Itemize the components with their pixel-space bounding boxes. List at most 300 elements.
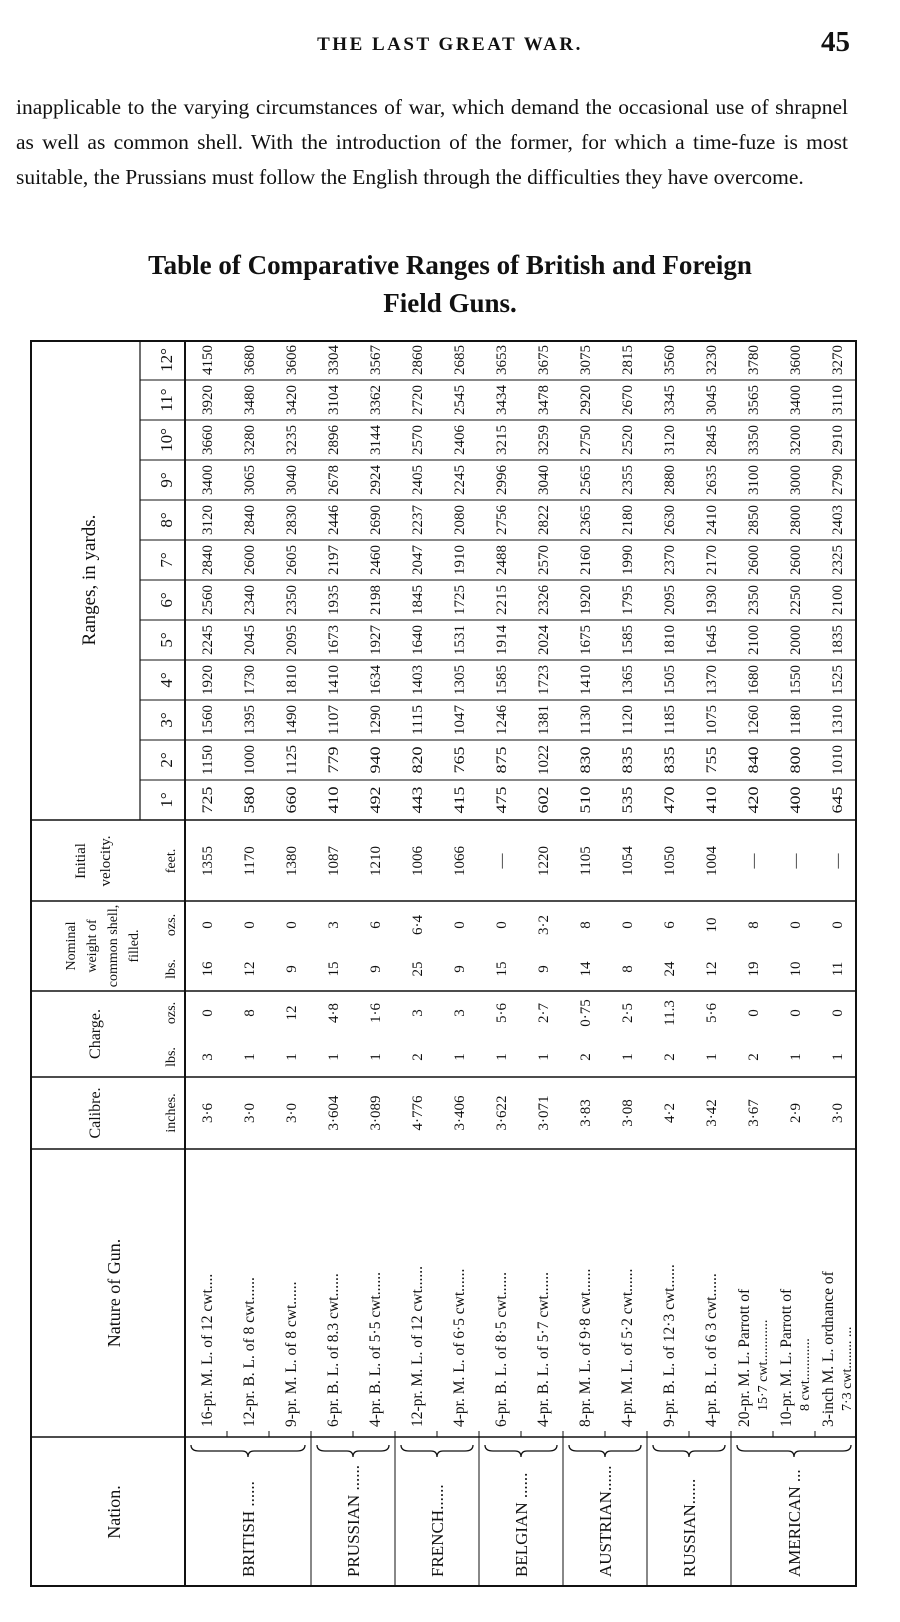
range-value: 410 [704,791,720,814]
range-value: 3230 [704,345,720,375]
charge-lbs-value: 1 [620,1053,636,1061]
range-value: 2756 [494,505,510,535]
gun-header: Nature of Gun. [104,1238,124,1348]
gun-name: 4-pr. M. L. of 6·5 cwt...... [451,1268,468,1427]
gun-name: 6-pr. B. L. of 8.3 cwt...... [325,1273,342,1427]
calibre-header: Calibre. [87,1087,104,1139]
range-value: 1310 [830,705,846,735]
range-value: 2245 [200,625,216,655]
table-title [20,246,880,322]
range-value: 602 [536,791,552,814]
range-degree-label: 2° [157,752,176,768]
range-value: 2160 [578,545,594,575]
weight-header-line: Nominal [64,921,79,971]
calibre-value: 3·604 [326,1095,342,1131]
range-value: 3420 [284,385,300,415]
nation-brace [569,1445,641,1457]
charge-ozs-value: 0·75 [578,999,594,1027]
calibre-value: 3·67 [746,1099,762,1127]
range-value: 835 [662,751,678,774]
weight-ozs-unit: ozs. [164,913,179,937]
charge-ozs-value: 3 [410,1009,426,1017]
range-value: 2100 [830,585,846,615]
nation-label: AUSTRIAN...... [596,1465,615,1577]
range-value: 1290 [368,705,384,735]
range-value: 2605 [284,545,300,575]
range-value: 3434 [494,385,510,415]
charge-lbs-value: 2 [746,1053,762,1061]
range-value: 2840 [242,505,258,535]
range-degree-label: 8° [157,512,176,528]
running-header [0,26,900,62]
charge-lbs-value: 1 [452,1053,468,1061]
charge-ozs-value: 0 [746,1009,762,1017]
weight-lbs-value: 10 [788,961,804,977]
gun-name: 8 cwt............ [798,1338,813,1411]
range-value: 2880 [662,465,678,495]
range-value: 2215 [494,585,510,615]
nation-brace [191,1445,305,1457]
gun-name: 7·3 cwt........ ... [840,1326,855,1411]
range-value: 1490 [284,705,300,735]
range-value: 3920 [200,385,216,415]
weight-ozs-value: 3 [326,921,342,929]
range-value: 2080 [452,505,468,535]
range-value: 1075 [704,705,720,735]
range-value: 2340 [242,585,258,615]
range-value: 820 [410,751,426,774]
charge-lbs-value: 1 [284,1053,300,1061]
range-value: 1645 [704,625,720,655]
nation-brace [485,1445,557,1457]
gun-name: 4-pr. B. L. of 5·7 cwt...... [535,1272,552,1427]
range-value: 1180 [788,705,804,735]
range-value: 2570 [536,545,552,575]
range-value: 1910 [452,545,468,575]
range-value: 2600 [746,545,762,575]
range-value: 2000 [788,625,804,655]
range-value: 2920 [578,385,594,415]
nation-label: BELGIAN ...... [512,1472,531,1577]
weight-lbs-value: 11 [830,961,846,977]
gun-name: 10-pr. M. L. Parrott of [778,1288,795,1427]
weight-lbs-value: 9 [452,965,468,973]
range-value: 1725 [452,585,468,615]
range-value: 2245 [452,465,468,495]
range-value: 2545 [452,385,468,415]
range-value: 3270 [830,345,846,375]
weight-lbs-value: 16 [200,961,216,977]
weight-ozs-value: 8 [746,921,762,929]
weight-ozs-value: 8 [578,921,594,929]
range-degree-label: 10° [157,428,176,452]
range-value: 3478 [536,385,552,415]
calibre-value: 3·0 [242,1103,258,1123]
charge-ozs-value: 5·6 [494,1003,510,1023]
range-value: 3040 [536,465,552,495]
range-value: 3362 [368,385,384,415]
range-value: 755 [704,751,720,774]
charge-lbs-value: 2 [410,1053,426,1061]
charge-lbs-unit: lbs. [164,1047,179,1067]
range-value: 1585 [494,665,510,695]
range-value: 1395 [242,705,258,735]
range-value: 3215 [494,425,510,455]
range-value: 1920 [578,585,594,615]
calibre-unit: inches. [164,1093,179,1133]
range-value: 940 [368,751,384,774]
gun-name: 9-pr. M. L. of 8 cwt...... [283,1281,300,1427]
range-value: 2170 [704,545,720,575]
range-value: 1107 [326,705,342,735]
range-value: 2095 [284,625,300,655]
table-frame [31,341,856,1586]
charge-ozs-value: 4·8 [326,1003,342,1023]
velocity-value: 1066 [452,846,468,876]
charge-ozs-value: 1·6 [368,1003,384,1023]
nation-label: AMERICAN ... [785,1469,804,1577]
range-value: 2790 [830,465,846,495]
range-value: 3040 [284,465,300,495]
charge-lbs-value: 1 [536,1053,552,1061]
charge-ozs-value: 0 [200,1009,216,1017]
weight-header-line: weight of [85,919,100,973]
velocity-value: 1087 [326,846,342,876]
weight-ozs-value: 0 [452,921,468,929]
range-value: 2685 [452,345,468,375]
range-value: 1305 [452,665,468,695]
gun-name: 4-pr. M. L. of 5·2 cwt...... [619,1268,636,1427]
range-degree-label: 4° [157,672,176,688]
gun-name: 3-inch M. L. ordnance of [820,1271,837,1427]
range-value: 1130 [578,705,594,735]
range-value: 1990 [620,545,636,575]
range-value: 2446 [326,505,342,535]
range-value: 3480 [242,385,258,415]
charge-lbs-value: 2 [578,1053,594,1061]
range-value: 2197 [326,545,342,575]
gun-name: 4-pr. B. L. of 5·5 cwt...... [367,1272,384,1427]
charge-ozs-value: 2·5 [620,1003,636,1023]
body-paragraph: inapplicable to the varying circumstances of war, which demand the occasional use of shrapnel as well as common shell. With the introduction of the former, for which a time-fuze is most suitable, the Prussians must follow the English through the difficulties they have overcome. [16,95,848,189]
range-value: 1810 [662,625,678,655]
velocity-value: — [830,853,846,869]
charge-ozs-value: 0 [830,1009,846,1017]
calibre-value: 3·42 [704,1099,720,1127]
range-value: 2350 [284,585,300,615]
velocity-value: 1170 [242,846,258,876]
nation-header: Nation. [104,1485,124,1539]
weight-ozs-value: 0 [830,921,846,929]
velocity-value: 1004 [704,846,720,876]
calibre-value: 3·6 [200,1103,216,1123]
weight-ozs-value: 0 [284,921,300,929]
gun-name: 16-pr. M. L. of 12 cwt.... [199,1273,216,1427]
charge-ozs-value: 2·7 [536,1003,552,1023]
range-value: 1640 [410,625,426,655]
range-value: 1370 [704,665,720,695]
weight-lbs-value: 9 [368,965,384,973]
range-value: 2800 [788,505,804,535]
range-value: 3110 [830,385,846,415]
range-value: 3144 [368,425,384,455]
range-value: 2198 [368,585,384,615]
calibre-value: 3·0 [284,1103,300,1123]
range-value: 2860 [410,345,426,375]
nation-label: RUSSIAN...... [680,1478,699,1577]
range-value: 835 [620,751,636,774]
range-value: 3120 [662,425,678,455]
nation-label: BRITISH ...... [239,1481,258,1577]
range-value: 3235 [284,425,300,455]
weight-ozs-value: 6·4 [410,915,426,935]
range-degree-label: 5° [157,632,176,648]
calibre-value: 2·9 [788,1103,804,1123]
range-value: 2365 [578,505,594,535]
range-value: 2370 [662,545,678,575]
range-value: 725 [200,791,216,814]
range-value: 1935 [326,585,342,615]
charge-ozs-value: 5·6 [704,1003,720,1023]
gun-name: 15·7 cwt............ [756,1319,771,1411]
range-value: 1410 [578,665,594,695]
range-value: 2630 [662,505,678,535]
range-value: 1795 [620,585,636,615]
range-value: 2830 [284,505,300,535]
velocity-value: 1105 [578,846,594,876]
range-value: 3680 [242,345,258,375]
range-value: 1914 [494,625,510,655]
velocity-value: 1355 [200,846,216,876]
weight-lbs-unit: lbs. [164,959,179,979]
range-value: 3400 [200,465,216,495]
range-value: 1381 [536,705,552,735]
range-degree-label: 9° [157,472,176,488]
range-value: 580 [242,791,258,814]
range-value: 830 [578,751,594,774]
weight-lbs-value: 12 [242,961,258,977]
range-value: 1185 [662,705,678,735]
table-title-line-2: Field Guns. [383,288,517,318]
weight-lbs-value: 15 [326,961,342,977]
range-value: 2350 [746,585,762,615]
weight-lbs-value: 9 [284,965,300,973]
velocity-value: 1050 [662,846,678,876]
charge-lbs-value: 1 [788,1053,804,1061]
range-value: 2560 [200,585,216,615]
range-value: 2670 [620,385,636,415]
range-value: 765 [452,751,468,774]
calibre-value: 4·776 [410,1095,426,1131]
range-value: 2325 [830,545,846,575]
range-value: 2488 [494,545,510,575]
range-value: 800 [788,751,804,774]
charge-ozs-unit: ozs. [164,1001,179,1025]
range-value: 1403 [410,665,426,695]
range-value: 3000 [788,465,804,495]
calibre-value: 3·622 [494,1095,510,1131]
range-value: 1000 [242,745,258,775]
velocity-value: — [494,853,510,869]
range-value: 1634 [368,665,384,695]
weight-lbs-value: 9 [536,965,552,973]
range-value: 875 [494,751,510,774]
range-value: 2600 [242,545,258,575]
nation-brace [317,1445,389,1457]
velocity-value: 1220 [536,846,552,876]
range-value: 1246 [494,705,510,735]
weight-lbs-value: 14 [578,961,594,977]
range-degree-label: 7° [157,552,176,568]
velocity-value: — [788,853,804,869]
range-degree-label: 6° [157,592,176,608]
range-value: 2690 [368,505,384,535]
range-value: 2024 [536,625,552,655]
charge-lbs-value: 2 [662,1053,678,1061]
range-value: 2403 [830,505,846,535]
velocity-header-line: Initial [73,843,89,879]
range-value: 1022 [536,745,552,775]
charge-ozs-value: 12 [284,1005,300,1021]
velocity-header-line: velocity. [98,835,114,887]
velocity-value: 1380 [284,846,300,876]
range-value: 1047 [452,705,468,735]
gun-name: 9-pr. B. L. of 12·3 cwt...... [661,1264,678,1427]
range-value: 2720 [410,385,426,415]
weight-ozs-value: 0 [242,921,258,929]
weight-lbs-value: 8 [620,965,636,973]
weight-lbs-value: 24 [662,961,678,977]
nation-brace [653,1445,725,1457]
calibre-value: 3·406 [452,1095,468,1131]
range-value: 1560 [200,705,216,735]
range-value: 1835 [830,625,846,655]
range-value: 3200 [788,425,804,455]
range-value: 1010 [830,745,846,775]
range-value: 2406 [452,425,468,455]
range-degree-label: 3° [157,712,176,728]
range-value: 3780 [746,345,762,375]
charge-ozs-value: 8 [242,1009,258,1017]
range-value: 2100 [746,625,762,655]
range-value: 1673 [326,625,342,655]
range-value: 2047 [410,545,426,575]
weight-lbs-value: 19 [746,961,762,977]
range-value: 3120 [200,505,216,535]
calibre-value: 3·0 [830,1103,846,1123]
range-value: 2045 [242,625,258,655]
range-value: 2678 [326,465,342,495]
range-value: 3565 [746,385,762,415]
range-degree-label: 12° [157,348,176,372]
charge-ozs-value: 0 [788,1009,804,1017]
charge-lbs-value: 1 [326,1053,342,1061]
nation-label: FRENCH...... [428,1484,447,1577]
range-value: 3653 [494,345,510,375]
charge-lbs-value: 1 [242,1053,258,1061]
range-value: 2845 [704,425,720,455]
range-value: 1730 [242,665,258,695]
charge-ozs-value: 11.3 [662,1000,678,1026]
range-value: 2822 [536,505,552,535]
weight-ozs-value: 0 [788,921,804,929]
range-value: 1150 [200,745,216,775]
range-value: 2910 [830,425,846,455]
range-value: 1680 [746,665,762,695]
range-value: 1675 [578,625,594,655]
range-value: 3065 [242,465,258,495]
range-value: 3675 [536,345,552,375]
range-value: 3259 [536,425,552,455]
gun-name: 4-pr. B. L. of 6 3 cwt...... [703,1273,720,1427]
charge-lbs-value: 1 [704,1053,720,1061]
nation-brace [401,1445,473,1457]
velocity-unit: feet. [164,848,179,874]
range-value: 1550 [788,665,804,695]
range-value: 1260 [746,705,762,735]
range-value: 2180 [620,505,636,535]
weight-ozs-value: 0 [200,921,216,929]
range-value: 535 [620,791,636,814]
velocity-value: 1210 [368,846,384,876]
charge-lbs-value: 1 [830,1053,846,1061]
calibre-value: 3·089 [368,1095,384,1131]
ranges-header: Ranges, in yards. [79,514,100,646]
range-value: 3606 [284,345,300,375]
range-value: 2600 [788,545,804,575]
charge-lbs-value: 3 [200,1053,216,1061]
range-value: 2095 [662,585,678,615]
range-value: 1115 [410,706,426,735]
range-value: 470 [662,791,678,814]
range-value: 510 [578,791,594,814]
weight-lbs-value: 25 [410,961,426,977]
calibre-value: 3·08 [620,1099,636,1127]
page-number: 45 [821,26,850,58]
range-value: 1585 [620,625,636,655]
range-value: 1505 [662,665,678,695]
range-value: 420 [746,791,762,814]
range-value: 3075 [578,345,594,375]
charge-lbs-value: 1 [494,1053,510,1061]
nation-label: PRUSSIAN ...... [344,1465,363,1577]
range-value: 3280 [242,425,258,455]
range-value: 1723 [536,665,552,695]
range-value: 2896 [326,425,342,455]
range-value: 3045 [704,385,720,415]
table-grid [30,340,857,1587]
charge-header: Charge. [87,1009,104,1059]
range-value: 1930 [704,585,720,615]
range-value: 1125 [284,745,300,775]
range-value: 1525 [830,665,846,695]
range-value: 645 [830,791,846,814]
range-value: 400 [788,791,804,814]
range-value: 660 [284,791,300,814]
range-value: 3400 [788,385,804,415]
range-value: 2405 [410,465,426,495]
range-value: 415 [452,791,468,814]
weight-ozs-value: 3·2 [536,915,552,935]
range-value: 1120 [620,705,636,735]
range-value: 3567 [368,345,384,375]
velocity-value: — [746,853,762,869]
range-value: 2355 [620,465,636,495]
range-value: 475 [494,791,510,814]
range-value: 2326 [536,585,552,615]
velocity-value: 1054 [620,846,636,876]
range-value: 2237 [410,505,426,535]
